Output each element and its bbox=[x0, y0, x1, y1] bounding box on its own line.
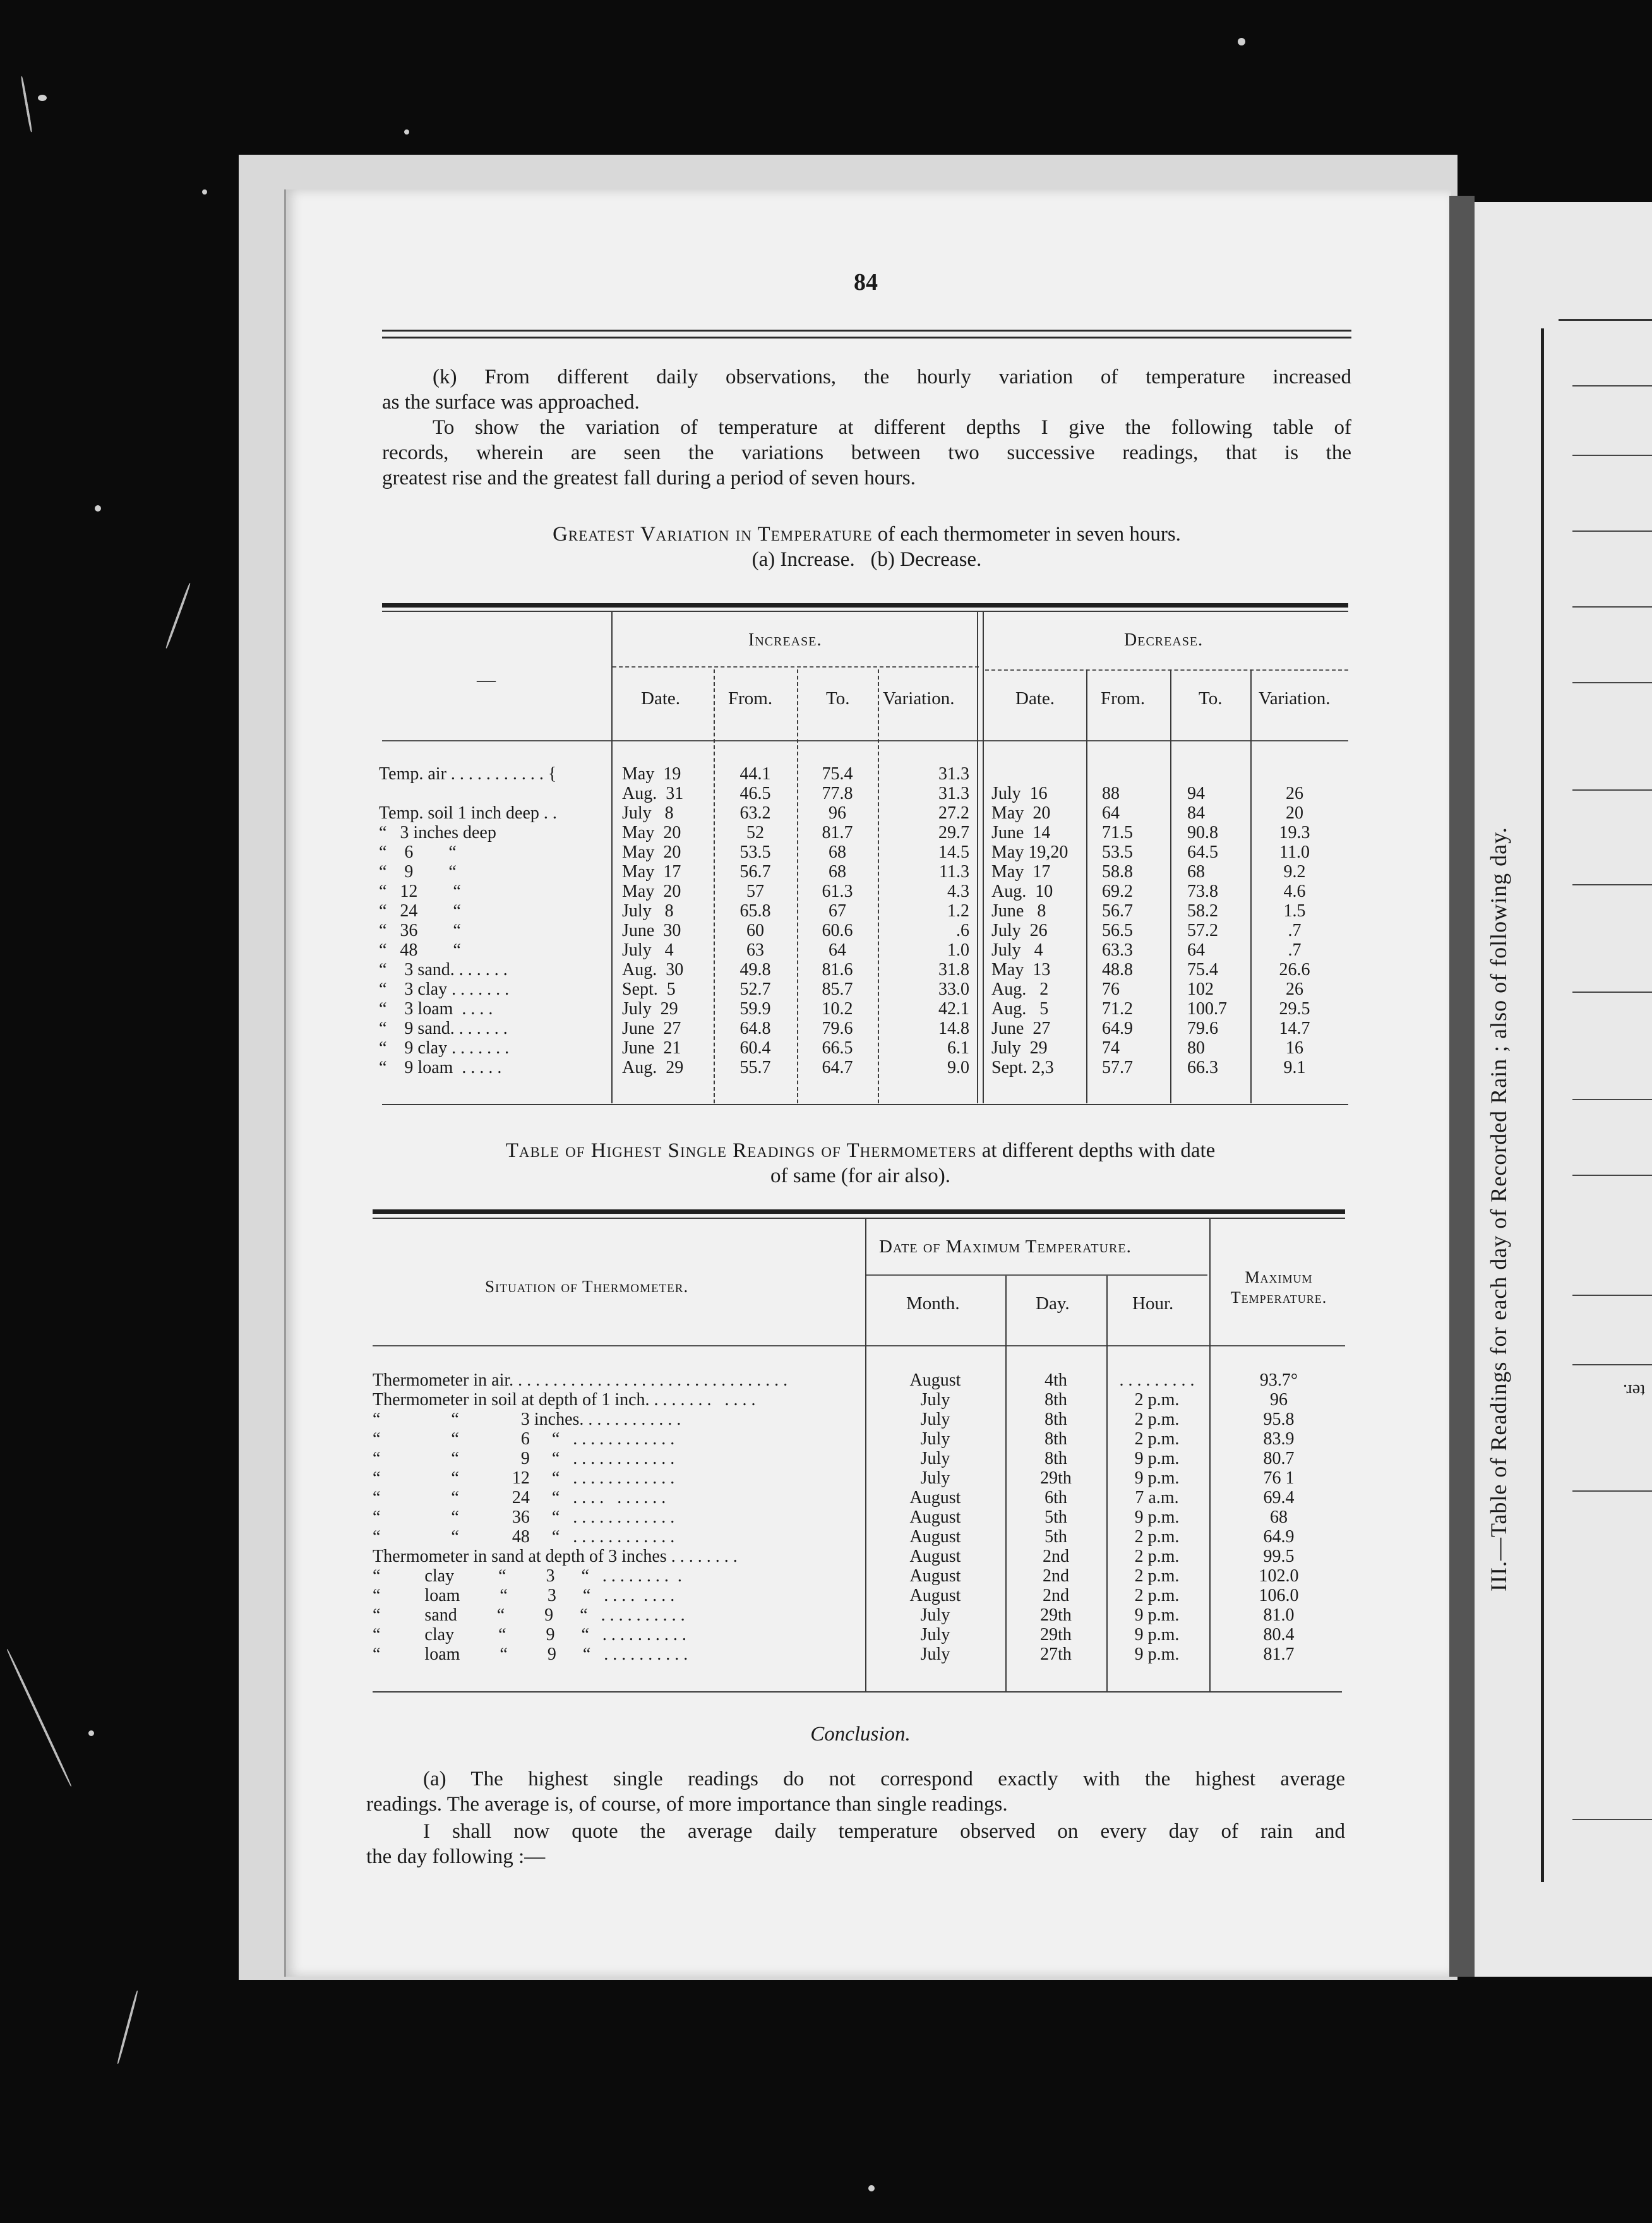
table1-title-smallcaps: Greatest Variation in Temperature bbox=[553, 523, 873, 546]
table1-cell-i-from: 56.7 bbox=[739, 862, 771, 882]
intro-show-line-3: greatest rise and the greatest fall during a period of seven hours. bbox=[382, 467, 916, 489]
table2-cell-label: “ loam “ 9 “ . . . . . . . . . . bbox=[373, 1645, 688, 1664]
conclusion-quote-line-2: the day following :— bbox=[366, 1845, 546, 1868]
table1-cell-d-var: 20 bbox=[1286, 803, 1303, 823]
table1-col-variation: Variation. bbox=[883, 688, 955, 709]
table2-cell-label: “ “ 9 “ . . . . . . . . . . . . bbox=[373, 1449, 675, 1468]
table2-cell-max: 83.9 bbox=[1263, 1429, 1295, 1449]
table2-bottom-rule bbox=[373, 1691, 1342, 1693]
table2-row bbox=[0, 1566, 1652, 1586]
table1-cell-i-date: July 8 bbox=[622, 901, 674, 921]
table1-cell-i-to: 77.8 bbox=[822, 784, 853, 803]
table2-row bbox=[0, 1449, 1652, 1468]
right-page-vertical-title: III.—Table of Readings for each day of Recorded Rain ; also of following day. bbox=[1486, 827, 1511, 1591]
table2-cell-label: “ clay “ 9 “ . . . . . . . . . . bbox=[373, 1625, 686, 1645]
table1-cell-label: “ 3 clay . . . . . . . bbox=[379, 980, 510, 999]
table2-row bbox=[0, 1488, 1652, 1507]
table1-col-date-dec: Date. bbox=[1015, 688, 1055, 709]
table1-cell-i-from: 63 bbox=[746, 940, 764, 960]
table1-cell-i-from: 53.5 bbox=[739, 842, 771, 862]
conclusion-paragraph-quote bbox=[366, 1819, 1345, 1869]
table1-cell-i-from: 59.9 bbox=[739, 999, 771, 1019]
table1-cell-i-to: 68 bbox=[829, 842, 846, 862]
table1-cell-d-from: 74 bbox=[1102, 1038, 1120, 1058]
table2-cell-hour: 9 p.m. bbox=[1134, 1468, 1180, 1488]
table2-cell-day: 8th bbox=[1044, 1390, 1067, 1410]
table2-stub-header: Situation of Thermometer. bbox=[485, 1277, 689, 1296]
table1-cell-label: “ 48 “ bbox=[379, 940, 461, 960]
table2-cell-label: “ “ 3 inches. . . . . . . . . . . . bbox=[373, 1410, 681, 1429]
table1-cell-label: “ 9 clay . . . . . . . bbox=[379, 1038, 510, 1058]
table1-cell-label: “ 3 inches deep bbox=[379, 823, 496, 842]
table1-cell-d-to: 64.5 bbox=[1187, 842, 1218, 862]
table1-cell-i-to: 66.5 bbox=[822, 1038, 853, 1058]
table2-cell-month: July bbox=[920, 1625, 950, 1645]
table1-cell-d-var: 1.5 bbox=[1283, 901, 1306, 921]
table2-cell-day: 2nd bbox=[1043, 1547, 1069, 1566]
table2-cell-month: July bbox=[920, 1449, 950, 1468]
table1-cell-i-date: May 20 bbox=[622, 823, 681, 842]
table2-row bbox=[0, 1547, 1652, 1566]
table1-cell-d-date: Aug. 2 bbox=[991, 980, 1049, 999]
table1-cell-d-var: 9.1 bbox=[1283, 1058, 1306, 1077]
table1-cell-i-var: 9.0 bbox=[947, 1058, 969, 1077]
table1-cell-i-date: July 4 bbox=[622, 940, 674, 960]
table1-cell-label: Temp. soil 1 inch deep . . bbox=[379, 803, 557, 823]
table1-cell-d-to: 94 bbox=[1187, 784, 1205, 803]
table1-cell-i-from: 52.7 bbox=[739, 980, 771, 999]
table1-cell-i-var: 6.1 bbox=[947, 1038, 969, 1058]
table1-cell-d-date: July 4 bbox=[991, 940, 1043, 960]
table2-header-rule bbox=[373, 1345, 1345, 1346]
table2-title-rest: at different depths with date bbox=[976, 1139, 1216, 1162]
table2-cell-label: “ “ 48 “ . . . . . . . . . . . . bbox=[373, 1527, 675, 1547]
table1-group-increase: Increase. bbox=[748, 630, 822, 650]
table1-cell-d-to: 75.4 bbox=[1187, 960, 1218, 980]
table1-cell-d-date: June 14 bbox=[991, 823, 1051, 842]
table1-cell-i-date: Aug. 30 bbox=[622, 960, 684, 980]
table2-cell-hour: . . . . . . . . . bbox=[1119, 1370, 1195, 1390]
table1-cell-label: Temp. air . . . . . . . . . . . { bbox=[379, 764, 557, 784]
table1-cell-label: “ 24 “ bbox=[379, 901, 461, 921]
table1-cell-label: “ 9 “ bbox=[379, 862, 457, 882]
table1-cell-i-to: 68 bbox=[829, 862, 846, 882]
table2-cell-max: 80.7 bbox=[1263, 1449, 1295, 1468]
table1-cell-i-from: 63.2 bbox=[739, 803, 771, 823]
table1-cell-i-var: 27.2 bbox=[938, 803, 969, 823]
table1-cell-label: “ 3 sand. . . . . . . bbox=[379, 960, 508, 980]
table2-col-day: Day. bbox=[1036, 1293, 1070, 1314]
table2-cell-max: 95.8 bbox=[1263, 1410, 1295, 1429]
table2-cell-month: July bbox=[920, 1429, 950, 1449]
table2-cell-hour: 9 p.m. bbox=[1134, 1449, 1180, 1468]
table1-cell-d-from: 48.8 bbox=[1102, 960, 1133, 980]
table1-cell-d-to: 84 bbox=[1187, 803, 1205, 823]
table2-col-month: Month. bbox=[906, 1293, 960, 1314]
table2-cell-label: “ “ 24 “ . . . . . . . . . . bbox=[373, 1488, 666, 1507]
table2-cell-day: 2nd bbox=[1043, 1566, 1069, 1586]
table1-cell-d-date: July 29 bbox=[991, 1038, 1048, 1058]
table1-cell-i-date: July 8 bbox=[622, 803, 674, 823]
table1-cell-i-to: 64.7 bbox=[822, 1058, 853, 1077]
right-page-mirror-fragment: ter. bbox=[1623, 1381, 1645, 1400]
table1-col-variation-dec: Variation. bbox=[1259, 688, 1331, 709]
table1-cell-d-date: May 19,20 bbox=[991, 842, 1068, 862]
table1-cell-i-date: May 17 bbox=[622, 862, 681, 882]
table2-cell-max: 102.0 bbox=[1259, 1566, 1299, 1586]
table2-cell-day: 29th bbox=[1040, 1468, 1072, 1488]
table2-cell-hour: 2 p.m. bbox=[1134, 1410, 1180, 1429]
table2-cell-max: 81.7 bbox=[1263, 1645, 1295, 1664]
table2-cell-max: 76 1 bbox=[1263, 1468, 1295, 1488]
table1-cell-i-from: 49.8 bbox=[739, 960, 771, 980]
table1-cell-d-from: 76 bbox=[1102, 980, 1120, 999]
table2-cell-month: July bbox=[920, 1645, 950, 1664]
table1-cell-i-date: Sept. 5 bbox=[622, 980, 676, 999]
table1-cell-d-date: May 20 bbox=[991, 803, 1051, 823]
table1-cell-i-from: 60.4 bbox=[739, 1038, 771, 1058]
table2-cell-max: 69.4 bbox=[1263, 1488, 1295, 1507]
table1-cell-d-from: 88 bbox=[1102, 784, 1120, 803]
conclusion-heading: Conclusion. bbox=[810, 1723, 911, 1746]
table2-cell-month: July bbox=[920, 1390, 950, 1410]
table2-cell-day: 8th bbox=[1044, 1410, 1067, 1429]
table2-row bbox=[0, 1527, 1652, 1547]
table2-cell-max: 93.7° bbox=[1259, 1370, 1298, 1390]
table2-row bbox=[0, 1645, 1652, 1664]
table1-cell-i-date: May 19 bbox=[622, 764, 681, 784]
table1-cell-i-var: 14.5 bbox=[938, 842, 969, 862]
table2-group-rule bbox=[866, 1274, 1207, 1276]
table1-cell-d-to: 80 bbox=[1187, 1038, 1205, 1058]
table1-group-decrease: Decrease. bbox=[1124, 630, 1204, 650]
table2-cell-month: August bbox=[909, 1566, 961, 1586]
table2-cell-label: Thermometer in sand at depth of 3 inches . . . . . . . . bbox=[373, 1547, 738, 1566]
table2-cell-hour: 9 p.m. bbox=[1134, 1605, 1180, 1625]
intro-k-line-1: (k) From different daily observations, the hourly variation of temperature increased bbox=[433, 366, 1351, 388]
intro-show-line-1: To show the variation of temperature at different depths I give the following table of bbox=[433, 416, 1351, 439]
intro-show-line-2: records, wherein are seen the variations between two successive readings, that is the bbox=[382, 441, 1351, 464]
table1-cell-i-from: 57 bbox=[746, 882, 764, 901]
table1-cell-i-var: 31.8 bbox=[938, 960, 969, 980]
table1-cell-d-from: 71.5 bbox=[1102, 823, 1133, 842]
table2-cell-day: 5th bbox=[1044, 1527, 1067, 1547]
table2-cell-day: 4th bbox=[1044, 1370, 1067, 1390]
table2-row bbox=[0, 1468, 1652, 1488]
table2-col-hour: Hour. bbox=[1132, 1293, 1174, 1314]
table2-cell-hour: 9 p.m. bbox=[1134, 1645, 1180, 1664]
table2-cell-hour: 9 p.m. bbox=[1134, 1625, 1180, 1645]
table1-cell-i-to: 10.2 bbox=[822, 999, 853, 1019]
table2-row bbox=[0, 1370, 1652, 1390]
table2-cell-day: 5th bbox=[1044, 1507, 1067, 1527]
table1-cell-i-date: Aug. 31 bbox=[622, 784, 684, 803]
table1-cell-d-from: 64.9 bbox=[1102, 1019, 1133, 1038]
table2-cell-max: 80.4 bbox=[1263, 1625, 1295, 1645]
table1-cell-d-to: 64 bbox=[1187, 940, 1205, 960]
table1-cell-d-var: 14.7 bbox=[1279, 1019, 1310, 1038]
table1-cell-i-var: 4.3 bbox=[947, 882, 969, 901]
table1-cell-d-var: 19.3 bbox=[1279, 823, 1310, 842]
table1-cell-d-var: 4.6 bbox=[1283, 882, 1306, 901]
table1-cell-i-var: 31.3 bbox=[938, 784, 969, 803]
table2-cell-day: 8th bbox=[1044, 1449, 1067, 1468]
table2-title-smallcaps: Table of Highest Single Readings of Thermometers bbox=[505, 1139, 977, 1162]
table1-cell-d-to: 66.3 bbox=[1187, 1058, 1218, 1077]
table2-cell-hour: 2 p.m. bbox=[1134, 1566, 1180, 1586]
conclusion-paragraph-a bbox=[366, 1766, 1345, 1817]
table1-cell-d-from: 56.5 bbox=[1102, 921, 1133, 940]
table1-col-to: To. bbox=[826, 688, 850, 709]
table2-row bbox=[0, 1390, 1652, 1410]
table1-cell-d-date: June 27 bbox=[991, 1019, 1051, 1038]
table1-cell-i-to: 75.4 bbox=[822, 764, 853, 784]
page-number: 84 bbox=[854, 269, 878, 296]
table1-cell-label: “ 9 loam . . . . . bbox=[379, 1058, 502, 1077]
table1-cell-d-to: 90.8 bbox=[1187, 823, 1218, 842]
table1-cell-i-date: June 27 bbox=[622, 1019, 681, 1038]
table2-cell-day: 29th bbox=[1040, 1625, 1072, 1645]
table1-cell-d-date: Aug. 10 bbox=[991, 882, 1053, 901]
table1-cell-d-from: 63.3 bbox=[1102, 940, 1133, 960]
table1-cell-i-to: 79.6 bbox=[822, 1019, 853, 1038]
table2-cell-month: August bbox=[909, 1370, 961, 1390]
table1-cell-i-date: June 30 bbox=[622, 921, 681, 940]
table1-cell-i-from: 60 bbox=[746, 921, 764, 940]
table1-cell-d-var: 9.2 bbox=[1283, 862, 1306, 882]
table2-cell-month: August bbox=[909, 1488, 961, 1507]
table2-cell-day: 29th bbox=[1040, 1605, 1072, 1625]
table2-cell-max: 96 bbox=[1270, 1390, 1288, 1410]
table1-cell-i-to: 81.6 bbox=[822, 960, 853, 980]
table1-cell-label: “ 3 loam . . . . bbox=[379, 999, 493, 1019]
table2-cell-month: August bbox=[909, 1527, 961, 1547]
table2-top-rule bbox=[373, 1209, 1345, 1214]
table1-cell-d-from: 71.2 bbox=[1102, 999, 1133, 1019]
table2-row bbox=[0, 1429, 1652, 1449]
table2-top-rule-thin bbox=[373, 1218, 1345, 1219]
table1-cell-i-to: 64 bbox=[829, 940, 846, 960]
table1-stub-header: — bbox=[477, 669, 496, 690]
table1-cell-i-var: 1.0 bbox=[947, 940, 969, 960]
table1-cell-i-date: July 29 bbox=[622, 999, 678, 1019]
table1-cell-d-date: July 16 bbox=[991, 784, 1048, 803]
table2-cell-day: 8th bbox=[1044, 1429, 1067, 1449]
table2-cell-hour: 7 a.m. bbox=[1135, 1488, 1179, 1507]
table1-cell-i-to: 81.7 bbox=[822, 823, 853, 842]
table1-cell-d-to: 58.2 bbox=[1187, 901, 1218, 921]
table2-cell-day: 6th bbox=[1044, 1488, 1067, 1507]
table2-cell-max: 68 bbox=[1270, 1507, 1288, 1527]
table1-col-from: From. bbox=[728, 688, 773, 709]
table1-cell-label: “ 36 “ bbox=[379, 921, 461, 940]
table1-col-to-dec: To. bbox=[1199, 688, 1223, 709]
table1-cell-label: “ 12 “ bbox=[379, 882, 461, 901]
table1-cell-d-to: 57.2 bbox=[1187, 921, 1218, 940]
table2-cell-max: 81.0 bbox=[1263, 1605, 1295, 1625]
table1-cell-i-to: 61.3 bbox=[822, 882, 853, 901]
intro-k-line-2: as the surface was approached. bbox=[382, 391, 640, 414]
table1-cell-d-to: 68 bbox=[1187, 862, 1205, 882]
table1-cell-i-to: 85.7 bbox=[822, 980, 853, 999]
table1-cell-d-from: 58.8 bbox=[1102, 862, 1133, 882]
table1-cell-d-var: 11.0 bbox=[1279, 842, 1310, 862]
table1-cell-d-date: Aug. 5 bbox=[991, 999, 1049, 1019]
table1-cell-d-to: 79.6 bbox=[1187, 1019, 1218, 1038]
table2-cell-hour: 2 p.m. bbox=[1134, 1429, 1180, 1449]
table1-cell-i-to: 60.6 bbox=[822, 921, 853, 940]
table1-cell-d-date: July 26 bbox=[991, 921, 1048, 940]
table1-cell-i-var: .6 bbox=[956, 921, 969, 940]
table1-cell-i-from: 65.8 bbox=[739, 901, 771, 921]
table1-cell-d-date: Sept. 2,3 bbox=[991, 1058, 1054, 1077]
table1-cell-i-date: May 20 bbox=[622, 882, 681, 901]
table1-cell-d-from: 57.7 bbox=[1102, 1058, 1133, 1077]
table1-cell-i-from: 64.8 bbox=[739, 1019, 771, 1038]
table2-group-date: Date of Maximum Temperature. bbox=[879, 1237, 1132, 1257]
conclusion-quote-line-1: I shall now quote the average daily temperature observed on every day of rain and bbox=[423, 1820, 1345, 1843]
table1-cell-d-to: 73.8 bbox=[1187, 882, 1218, 901]
table1-cell-d-from: 56.7 bbox=[1102, 901, 1133, 921]
table1-cell-i-var: 33.0 bbox=[938, 980, 969, 999]
table1-cell-i-var: 31.3 bbox=[938, 764, 969, 784]
table1-cell-i-from: 52 bbox=[746, 823, 764, 842]
table1-subtitle: (a) Increase. (b) Decrease. bbox=[751, 548, 982, 571]
table1-cell-i-var: 1.2 bbox=[947, 901, 969, 921]
table2-row bbox=[0, 1586, 1652, 1605]
table1-cell-d-date: May 17 bbox=[991, 862, 1051, 882]
table1-cell-i-var: 42.1 bbox=[938, 999, 969, 1019]
table1-cell-i-from: 44.1 bbox=[739, 764, 771, 784]
table2-cell-month: August bbox=[909, 1586, 961, 1605]
table2-row bbox=[0, 1410, 1652, 1429]
table1-cell-d-var: 26 bbox=[1286, 784, 1303, 803]
table2-cell-hour: 2 p.m. bbox=[1134, 1547, 1180, 1566]
table2-cell-label: “ “ 36 “ . . . . . . . . . . . . bbox=[373, 1507, 675, 1527]
table1-cell-d-var: 26.6 bbox=[1279, 960, 1310, 980]
table1-cell-d-from: 53.5 bbox=[1102, 842, 1133, 862]
table2-cell-hour: 2 p.m. bbox=[1134, 1390, 1180, 1410]
table1-cell-d-to: 100.7 bbox=[1187, 999, 1227, 1019]
table2-row bbox=[0, 1605, 1652, 1625]
table2-cell-label: Thermometer in soil at depth of 1 inch. . . . . . . . . . . . bbox=[373, 1390, 756, 1410]
table1-cell-i-to: 67 bbox=[829, 901, 846, 921]
table1-cell-d-to: 102 bbox=[1187, 980, 1214, 999]
table2-cell-max: 106.0 bbox=[1259, 1586, 1299, 1605]
table1-cell-d-var: 26 bbox=[1286, 980, 1303, 999]
table1-cell-d-from: 64 bbox=[1102, 803, 1120, 823]
table1-cell-i-var: 29.7 bbox=[938, 823, 969, 842]
table1-cell-i-date: June 21 bbox=[622, 1038, 681, 1058]
conclusion-a-line-1: (a) The highest single readings do not correspond exactly with the highest average bbox=[423, 1768, 1345, 1790]
table1-cell-d-date: June 8 bbox=[991, 901, 1046, 921]
table1-cell-d-from: 69.2 bbox=[1102, 882, 1133, 901]
table1-cell-i-var: 11.3 bbox=[939, 862, 969, 882]
table2-cell-month: July bbox=[920, 1468, 950, 1488]
table1-cell-i-from: 46.5 bbox=[739, 784, 771, 803]
table1-cell-label: “ 6 “ bbox=[379, 842, 457, 862]
table2-cell-hour: 2 p.m. bbox=[1134, 1527, 1180, 1547]
table2-cell-max: 64.9 bbox=[1263, 1527, 1295, 1547]
table1-cell-d-var: 29.5 bbox=[1279, 999, 1310, 1019]
table2-cell-hour: 9 p.m. bbox=[1134, 1507, 1180, 1527]
table2-title-line2: of same (for air also). bbox=[770, 1165, 950, 1187]
table1-cell-d-var: .7 bbox=[1288, 940, 1302, 960]
table1-cell-i-date: Aug. 29 bbox=[622, 1058, 684, 1077]
table2-row bbox=[0, 1507, 1652, 1527]
table1-cell-i-var: 14.8 bbox=[938, 1019, 969, 1038]
table2-cell-max: 99.5 bbox=[1263, 1547, 1295, 1566]
table1-cell-i-from: 55.7 bbox=[739, 1058, 771, 1077]
table2-cell-label: “ loam “ 3 “ . . . . . . . . bbox=[373, 1586, 675, 1605]
table1-cell-i-date: May 20 bbox=[622, 842, 681, 862]
table2-cell-label: “ sand “ 9 “ . . . . . . . . . . bbox=[373, 1605, 685, 1625]
table2-cell-month: July bbox=[920, 1605, 950, 1625]
table2-cell-day: 27th bbox=[1040, 1645, 1072, 1664]
table2-cell-label: “ clay “ 3 “ . . . . . . . . . bbox=[373, 1566, 682, 1586]
table2-cell-label: Thermometer in air. . . . . . . . . . . . . . . . . . . . . . . . . . . . . . . . bbox=[373, 1370, 788, 1390]
table1-cell-d-var: 16 bbox=[1286, 1038, 1303, 1058]
conclusion-a-line-2: readings. The average is, of course, of more importance than single readings. bbox=[366, 1793, 1008, 1816]
table2-cell-day: 2nd bbox=[1043, 1586, 1069, 1605]
table2-cell-label: “ “ 6 “ . . . . . . . . . . . . bbox=[373, 1429, 675, 1449]
table2-cell-hour: 2 p.m. bbox=[1134, 1586, 1180, 1605]
table1-col-from-dec: From. bbox=[1101, 688, 1146, 709]
table2-row bbox=[0, 1625, 1652, 1645]
table2-cell-month: August bbox=[909, 1547, 961, 1566]
table1-cell-i-to: 96 bbox=[829, 803, 846, 823]
table2-cell-label: “ “ 12 “ . . . . . . . . . . . . bbox=[373, 1468, 675, 1488]
table2-col-max: Maximum Temperature. bbox=[1230, 1268, 1327, 1307]
table1-title-rest: of each thermometer in seven hours. bbox=[872, 523, 1181, 546]
table2-cell-month: July bbox=[920, 1410, 950, 1429]
table1-cell-d-var: .7 bbox=[1288, 921, 1302, 940]
table2-cell-month: August bbox=[909, 1507, 961, 1527]
table1-cell-d-date: May 13 bbox=[991, 960, 1051, 980]
table1-col-date: Date. bbox=[641, 688, 680, 709]
table1-cell-label: “ 9 sand. . . . . . . bbox=[379, 1019, 508, 1038]
